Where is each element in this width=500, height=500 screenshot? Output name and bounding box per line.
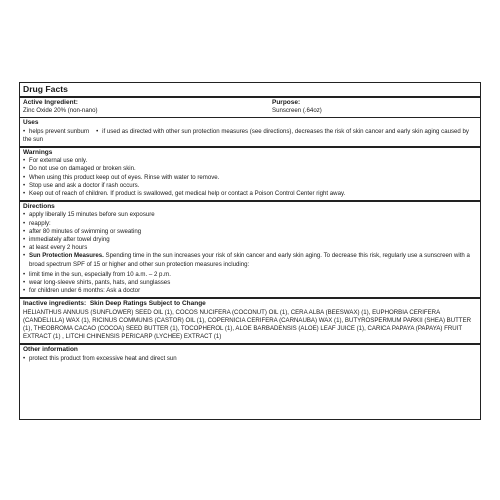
warnings-header: Warnings <box>23 149 53 157</box>
sun-protection-measure: • for children under 6 months: Ask a doctor <box>23 287 477 295</box>
active-ingredient-header: Active Ingredient: <box>23 99 78 106</box>
directions-item: • reapply: <box>23 220 477 228</box>
other-information-header: Other information <box>23 346 78 354</box>
uses-item: • helps prevent sunburn <box>23 128 89 135</box>
panel-title: Drug Facts <box>23 84 68 94</box>
sun-protection-list <box>23 271 477 296</box>
warnings-list <box>23 157 477 198</box>
purpose-value: Sunscreen (.64oz) <box>272 107 322 115</box>
inactive-ingredients-section <box>20 299 480 343</box>
other-information-list <box>23 355 477 363</box>
warnings-item: • For external use only. <box>23 157 477 165</box>
active-ingredient-value: Zinc Oxide 20% (non-nano) <box>23 107 98 115</box>
inactive-ingredients-header <box>23 300 477 308</box>
sun-protection-measure: • limit time in the sun, especially from 10 a.m. – 2 p.m. <box>23 271 477 279</box>
uses-header: Uses <box>23 119 39 127</box>
directions-list <box>23 211 477 268</box>
sun-protection-item <box>23 252 477 268</box>
uses-text <box>23 128 477 144</box>
uses-item: • if used as directed with other sun protection measures (see directions), decreases the risk of skin cancer and early skin aging caused by the sun <box>23 128 469 143</box>
active-ingredient-section <box>20 98 480 117</box>
sun-protection-text: Spending time in the sun increases your risk of skin cancer and early skin aging. To decrease this risk, regularly use a sunscreen with a broad spectrum SPF of 15 or higher and other sun protection measures including: <box>29 252 470 268</box>
sun-protection-measure: • wear long-sleeve shirts, pants, hats, and sunglasses <box>23 279 477 287</box>
purpose-header: Purpose: <box>272 99 301 106</box>
directions-item: • immediately after towel drying <box>23 236 477 244</box>
warnings-item: • When using this product keep out of eyes. Rinse with water to remove. <box>23 174 477 182</box>
inactive-ingredients-text: HELIANTHUS ANNUUS (SUNFLOWER) SEED OIL (1), COCOS NUCIFERA (COCONUT) OIL (1), CERA ALBA (BEESWAX) (1), EUPHORBIA CERIFERA (CANDELILLA) WAX (1), RICINUS COMMUNIS (CASTOR) OIL (1), COPERNICIA CERIFERA (CARNAUBA) WAX (1), BUTYROSPERMUM PARKII (SHEA) BUTTER (1), THEOBROMA CACAO (COCOA) SEED BUTTER (1), TOCOPHEROL (1), ALOE BARBADENSIS (ALOE) LEAF JUICE (1), CARICA PAPAYA (PAPAYA) FRUIT EXTRACT (1) , LITCHI CHINENSIS PERICARP (LYCHEE) EXTRACT (1) <box>23 308 472 341</box>
directions-item: • at least every 2 hours <box>23 244 477 252</box>
inactive-ingredients-title: Inactive ingredients: <box>23 300 87 308</box>
warnings-item: • Keep out of reach of children. If product is swallowed, get medical help or contact a Poison Control Center right away. <box>23 190 477 198</box>
directions-section <box>20 202 480 297</box>
warnings-section <box>20 148 480 200</box>
warnings-item: • Stop use and ask a doctor if rash occurs. <box>23 182 477 190</box>
sun-protection-title: Sun Protection Measures. <box>29 252 104 260</box>
uses-section <box>20 118 480 146</box>
directions-item: • apply liberally 15 minutes before sun exposure <box>23 211 477 219</box>
inactive-ingredients-note: Skin Deep Ratings Subject to Change <box>89 300 206 308</box>
warnings-item: • Do not use on damaged or broken skin. <box>23 165 477 173</box>
other-information-item: • protect this product from excessive heat and direct sun <box>23 355 477 363</box>
other-information-section <box>20 345 480 364</box>
drug-facts-panel <box>19 82 481 420</box>
directions-item: • after 80 minutes of swimming or sweating <box>23 228 477 236</box>
directions-header: Directions <box>23 203 55 211</box>
